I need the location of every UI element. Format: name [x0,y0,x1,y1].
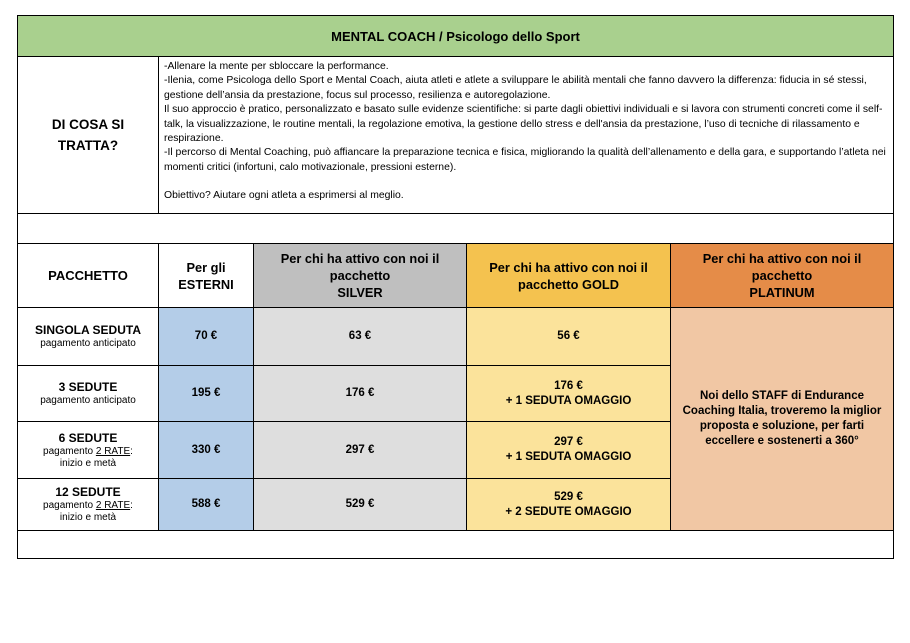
description-row [18,57,894,214]
header-silver [254,244,467,308]
description-label-line1: DI COSA SI [51,117,125,132]
header-silver-line2: pacchetto [329,268,391,283]
description-label-line2: TRATTA? [57,138,119,153]
table-row [18,308,894,366]
package-name: 6 SEDUTE [58,430,118,445]
price-external: 588 € [159,479,254,531]
package-note: pagamento anticipato [40,338,136,349]
package-name: 12 SEDUTE [55,485,121,499]
header-platinum [671,244,894,308]
price-gold [467,366,671,422]
header-silver-line1: Per chi ha attivo con noi il [280,251,440,266]
header-external-line1: Per gli [186,259,226,275]
price-external: 330 € [159,422,254,479]
description-label [18,57,159,214]
price-silver: 63 € [254,308,467,366]
header-silver-line3: SILVER [337,285,383,300]
footer-spacer-row [18,531,894,559]
header-gold [467,244,671,308]
price-gold-value: 529 € [554,490,583,503]
package-cell [18,308,159,366]
header-package: PACCHETTO [18,244,159,308]
paragraph-gap [164,175,889,189]
package-note-post: : [130,445,133,457]
title-row [18,16,894,57]
package-note-line2: inizio e metà [59,512,117,523]
header-external-line2: ESTERNI [178,276,234,292]
header-external [159,244,254,308]
package-name: 3 SEDUTE [58,380,118,394]
price-silver: 529 € [254,479,467,531]
price-gold-value: 56 € [557,330,580,342]
header-platinum-line2: pacchetto [751,268,813,283]
description-paragraph: -Allenare la mente per sbloccare la performance. [164,61,389,72]
description-paragraph: -Ilenia, come Psicologa dello Sport e Mental Coach, aiuta atleti e atlete a sviluppare le abilità mentali che fanno davvero la differenza: fiducia in sé stessi, gestione dell’ansia da prestazione, focus sul processo, resilienza e autoregolazione. [164,75,867,101]
price-silver: 297 € [254,422,467,479]
pricing-table [17,15,894,559]
price-silver: 176 € [254,366,467,422]
price-gold [467,422,671,479]
spacer-row [18,214,894,244]
price-gold-bonus: + 1 SEDUTA OMAGGIO [505,394,632,407]
page-title: MENTAL COACH / Psicologo dello Sport [18,16,894,57]
package-note-installments: 2 RATE [95,500,131,511]
description-text [159,57,894,214]
price-gold-bonus: + 1 SEDUTA OMAGGIO [505,451,632,463]
header-platinum-line3: PLATINUM [749,285,815,300]
package-note-post: : [130,500,133,511]
price-external: 70 € [159,308,254,366]
price-gold-bonus: + 2 SEDUTE OMAGGIO [505,505,632,518]
description-paragraph: -Il percorso di Mental Coaching, può affiancare la preparazione tecnica e fisica, migliorando la qualità dell’allenamento e della gara, e supportando l’atleta nei momenti critici (infortuni, calo motivazionale, pressioni esterne). [164,147,886,173]
price-gold [467,479,671,531]
package-note-pre: pagamento [43,500,96,511]
price-gold-value: 176 € [554,379,583,392]
price-gold-value: 297 € [554,436,583,448]
package-cell [18,422,159,479]
header-platinum-line1: Per chi ha attivo con noi il [702,251,862,266]
package-note-pre: pagamento [43,445,96,457]
package-note [18,446,158,470]
package-cell [18,479,159,531]
package-cell [18,366,159,422]
description-paragraph: Il suo approccio è pratico, personalizzato e basato sulle evidenze scientifiche: si parte dagli obiettivi individuali e si lavora con strumenti concreti come il self-talk, la visualizzazione, le routine mentali, la regolazione emotiva, la gestione dello stress e dell'ansia da prestazione, l’uso di tecniche di rilassamento e respirazione. [164,104,883,145]
header-row [18,244,894,308]
package-name: SINGOLA SEDUTA [34,323,141,337]
package-note-installments: 2 RATE [95,445,131,457]
package-note: pagamento anticipato [40,395,136,406]
platinum-offer: Noi dello STAFF di Endurance Coaching Italia, troveremo la miglior proposta e soluzione, per farti eccellere e sostenerti a 360° [671,308,894,531]
description-paragraph: Obiettivo? Aiutare ogni atleta a esprimersi al meglio. [164,190,404,202]
package-note [18,500,158,524]
price-external: 195 € [159,366,254,422]
price-sheet [17,15,893,559]
price-gold [467,308,671,366]
package-note-line2: inizio e metà [59,457,117,469]
header-gold-line2: pacchetto GOLD [518,276,619,292]
header-gold-line1: Per chi ha attivo con noi il [489,259,648,275]
